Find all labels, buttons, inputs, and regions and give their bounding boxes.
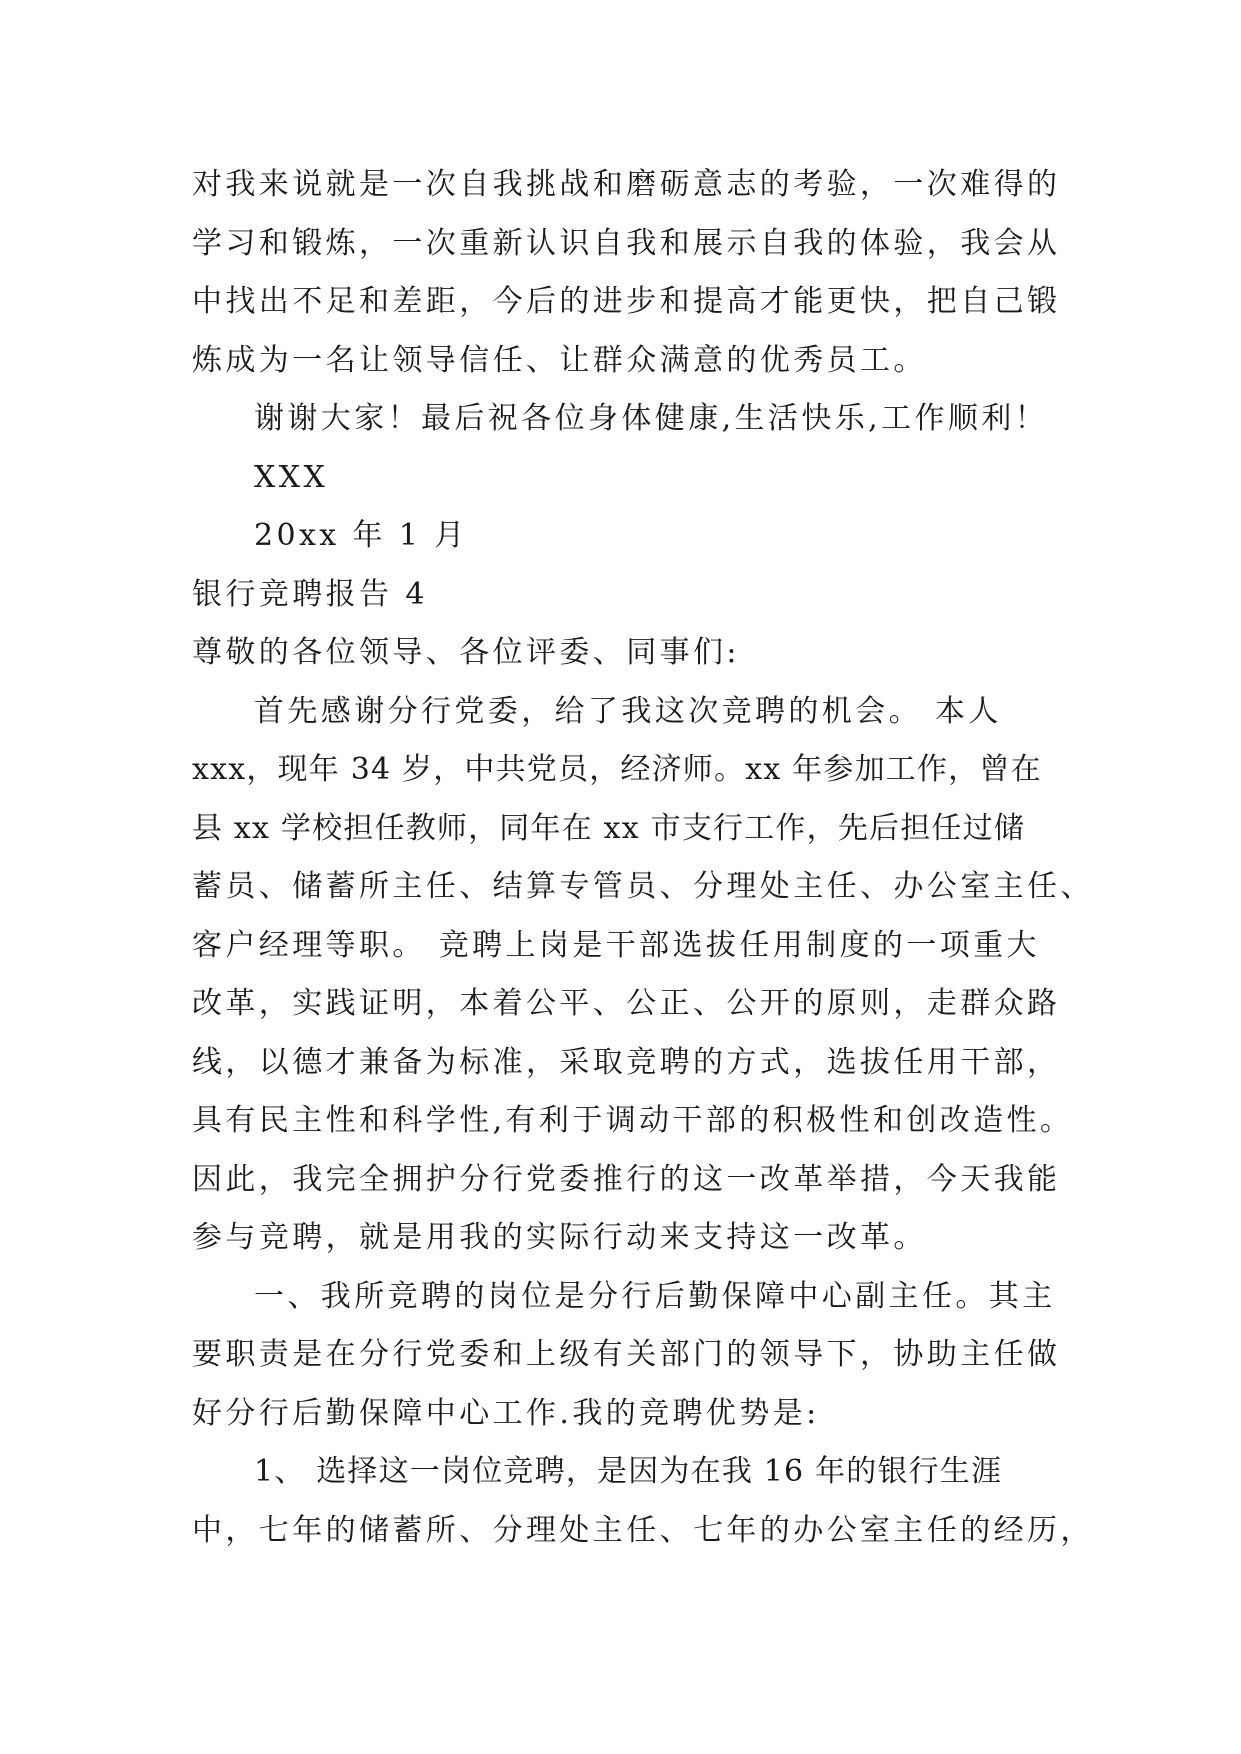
- text-line: 1、 选择这一岗位竞聘，是因为在我 16 年的银行生涯: [254, 1454, 1003, 1489]
- text-line: 中找出不足和差距，今后的进步和提高才能更快，把自己锻: [192, 284, 1061, 319]
- text-line: 一、我所竞聘的岗位是分行后勤保障中心副主任。其主: [254, 1278, 1056, 1314]
- text-line: 因此，我完全拥护分行党委推行的这一改革举措，今天我能: [192, 1161, 1061, 1197]
- text-line: 学习和锻炼，一次重新认识自我和展示自我的体验，我会从: [192, 225, 1061, 261]
- text-line: 具有民主性和科学性,有利于调动干部的积极性和创改造性。: [192, 1103, 1074, 1138]
- salutation: 尊敬的各位领导、各位评委、同事们:: [192, 635, 740, 670]
- text-line: 参与竞聘，就是用我的实际行动来支持这一改革。: [192, 1220, 927, 1255]
- document-body: [192, 156, 1094, 1560]
- text-line: 首先感谢分行党委，给了我这次竞聘的机会。 本人: [254, 693, 1002, 729]
- signature-date: 20xx 年 1 月: [254, 518, 468, 553]
- text-line: 线，以德才兼备为标准，采取竞聘的方式，选拔任用干部，: [192, 1044, 1061, 1080]
- text-line: 客户经理等职。 竞聘上岗是干部选拔任用制度的一项重大: [192, 927, 1040, 963]
- text-line: 要职责是在分行党委和上级有关部门的领导下，协助主任做: [192, 1337, 1061, 1372]
- text-line: 对我来说就是一次自我挑战和磨砺意志的考验，一次难得的: [192, 167, 1061, 202]
- text-line: 炼成为一名让领导信任、让群众满意的优秀员工。: [192, 342, 927, 378]
- text-line: 改革，实践证明，本着公平、公正、公开的原则，走群众路: [192, 986, 1061, 1021]
- text-line: 蓄员、储蓄所主任、结算专管员、分理处主任、办公室主任、: [192, 869, 1094, 904]
- text-line: 中，七年的储蓄所、分理处主任、七年的办公室主任的经历，: [192, 1512, 1094, 1548]
- closing-thanks: 谢谢大家！最后祝各位身体健康,生活快乐,工作顺利！: [254, 401, 1049, 436]
- text-line: xxx，现年 34 岁，中共党员，经济师。xx 年参加工作，曾在: [192, 752, 1042, 787]
- text-line: 县 xx 学校担任教师，同年在 xx 市支行工作，先后担任过储: [192, 810, 1026, 846]
- section-title: 银行竞聘报告 4: [192, 576, 428, 612]
- signature-name: XXX: [254, 459, 329, 495]
- text-line: 好分行后勤保障中心工作.我的竞聘优势是:: [192, 1395, 820, 1431]
